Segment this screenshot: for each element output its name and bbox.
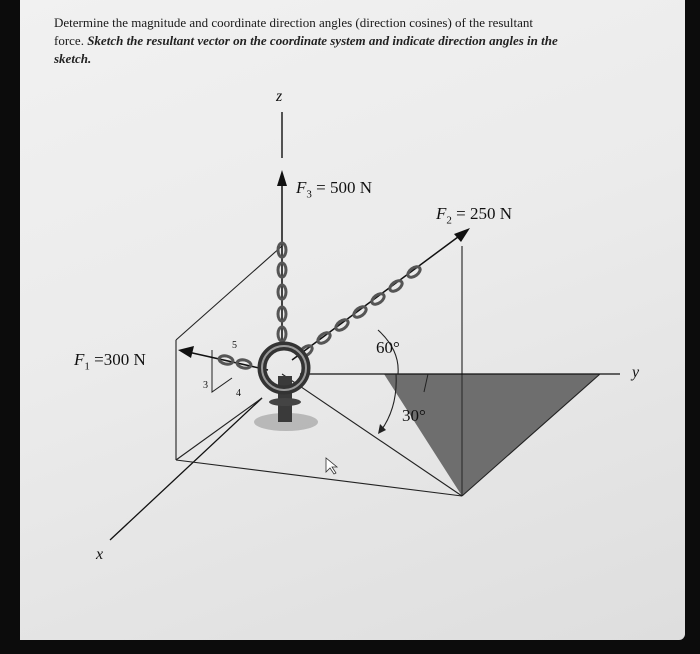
bolt-collar: [269, 398, 301, 406]
angle-30-label: 30°: [402, 406, 426, 425]
problem-line-1: Determine the magnitude and coordinate direction angles (direction cosines) of the resultant: [54, 15, 534, 30]
problem-line-3: sketch.: [54, 51, 92, 66]
shaded-plane: [384, 374, 600, 496]
mouse-cursor-icon: [326, 458, 337, 474]
f1-line: [188, 352, 268, 370]
f2-symbol: F: [436, 204, 447, 223]
f2-value: = 250 N: [456, 204, 513, 223]
x-axis-label: x: [96, 546, 104, 563]
f1-value: =300 N: [94, 350, 146, 369]
problem-line-2a: force.: [54, 33, 84, 48]
f3-sub: 3: [306, 188, 312, 201]
slope-label-4: 4: [236, 388, 241, 399]
f1-arrowhead: [178, 346, 194, 358]
f3-label: [296, 178, 372, 200]
f3-value: = 500 N: [316, 178, 373, 197]
f2-label: [436, 204, 512, 226]
f3-arrowhead: [277, 170, 287, 186]
f1-symbol: F: [74, 350, 85, 369]
slope-label-3: 3: [203, 380, 208, 391]
slope-label-5: 5: [232, 340, 237, 351]
y-axis-label: y: [632, 364, 640, 381]
f1-label: [74, 350, 146, 372]
f1-sub: 1: [84, 360, 90, 373]
problem-line-2b: Sketch the resultant vector on the coordinate system and indicate direction angles in the: [87, 33, 558, 48]
f2-arrowhead: [454, 228, 470, 242]
z-axis-label: z: [276, 88, 283, 105]
construction-lines: [176, 246, 600, 496]
angle-60-label: 60°: [376, 338, 400, 357]
f2-sub: 2: [446, 214, 452, 227]
x-axis-line: [110, 398, 262, 540]
f3-symbol: F: [296, 178, 307, 197]
